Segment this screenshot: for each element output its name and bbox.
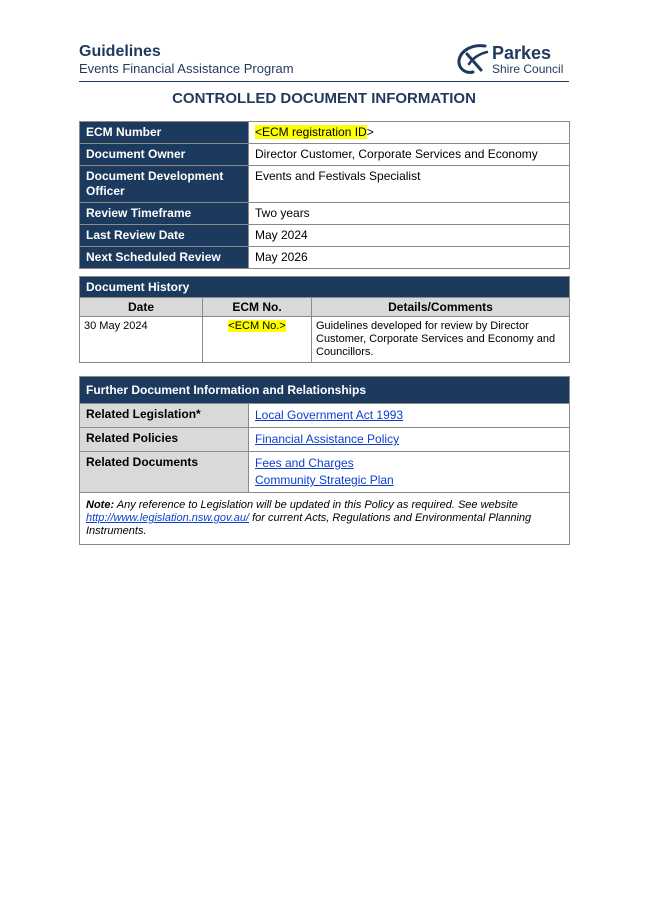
row-label: Last Review Date <box>80 225 249 247</box>
legislation-link[interactable]: Local Government Act 1993 <box>255 408 404 422</box>
legislation-website-link[interactable]: http://www.legislation.nsw.gov.au/ <box>86 512 250 524</box>
table-row <box>80 404 570 428</box>
row-value <box>249 452 570 493</box>
row-label: ECM Number <box>80 122 249 144</box>
parkes-logo <box>455 42 570 78</box>
relationships-title: Further Document Information and Relationships <box>80 377 570 404</box>
note-cell <box>80 493 570 545</box>
note-tail: for current Acts, Regulations and Environmental Planning Instruments. <box>86 512 532 537</box>
row-label: Review Timeframe <box>80 203 249 225</box>
parkes-logo-icon <box>455 42 491 76</box>
table-row <box>80 144 570 166</box>
history-table <box>79 276 570 363</box>
ecm-placeholder-tail: > <box>366 125 374 139</box>
table-row <box>80 247 570 269</box>
row-value <box>249 428 570 452</box>
logo-name: Parkes <box>492 43 552 63</box>
header-title: Guidelines <box>79 43 161 60</box>
policy-link[interactable]: Financial Assistance Policy <box>255 432 400 446</box>
note-text: Any reference to Legislation will be updated in this Policy as required. See website <box>114 499 518 511</box>
row-label: Document Owner <box>80 144 249 166</box>
history-details: Guidelines developed for review by Director Customer, Corporate Services and Economy and Councillors. <box>312 317 570 363</box>
row-value: May 2024 <box>249 225 570 247</box>
fees-charges-link[interactable]: Fees and Charges <box>255 456 354 470</box>
history-header-row <box>80 298 570 317</box>
table-row <box>80 493 570 545</box>
history-ecm-cell <box>203 317 312 363</box>
row-value <box>249 404 570 428</box>
history-ecm: <ECM No.> <box>228 320 286 332</box>
row-value: Events and Festivals Specialist <box>249 166 570 203</box>
control-table <box>79 121 570 269</box>
history-date: 30 May 2024 <box>80 317 203 363</box>
row-label: Next Scheduled Review <box>80 247 249 269</box>
row-label: Related Documents <box>80 452 249 493</box>
header-divider <box>79 81 569 82</box>
header-subtitle: Events Financial Assistance Program <box>79 61 294 76</box>
table-row <box>80 166 570 203</box>
strategic-plan-link[interactable]: Community Strategic Plan <box>255 473 394 487</box>
table-row <box>80 225 570 247</box>
table-row <box>80 122 570 144</box>
ecm-placeholder: <ECM registration ID <box>255 125 367 139</box>
row-label: Related Legislation* <box>80 404 249 428</box>
row-value <box>249 122 570 144</box>
note-label: Note: <box>86 499 115 511</box>
history-caption-row <box>80 277 570 298</box>
relationships-table <box>79 376 570 545</box>
table-row <box>80 452 570 493</box>
history-title: Document History <box>80 277 570 298</box>
row-value: Director Customer, Corporate Services and Economy <box>249 144 570 166</box>
table-row <box>80 317 570 363</box>
column-header: Details/Comments <box>312 298 570 317</box>
table-row <box>80 428 570 452</box>
row-label: Document Development Officer <box>80 166 249 203</box>
row-value: Two years <box>249 203 570 225</box>
document-title: CONTROLLED DOCUMENT INFORMATION <box>172 90 476 107</box>
page-header <box>79 42 294 77</box>
row-label: Related Policies <box>80 428 249 452</box>
column-header: ECM No. <box>203 298 312 317</box>
row-value: May 2026 <box>249 247 570 269</box>
relationships-caption-row <box>80 377 570 404</box>
column-header: Date <box>80 298 203 317</box>
table-row <box>80 203 570 225</box>
logo-subtitle: Shire Council <box>492 62 564 76</box>
